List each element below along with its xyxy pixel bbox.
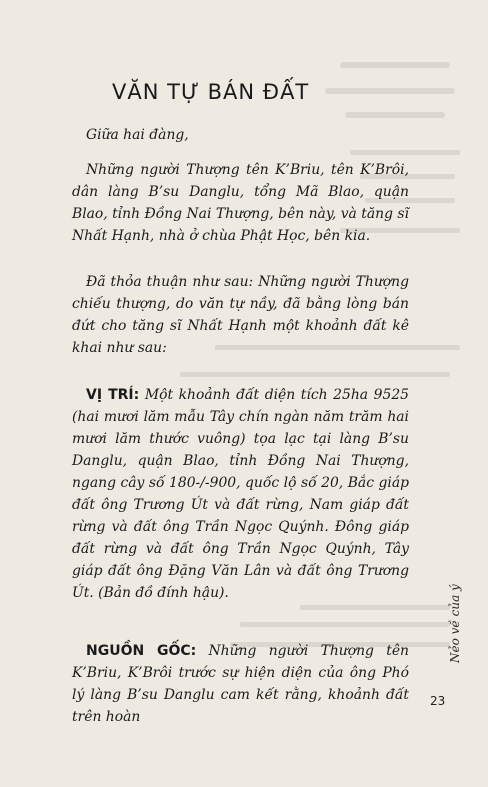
- location-text: Một khoảnh đất diện tích 25ha 9525 (hai mươi lăm mẫu Tây chín ngàn năm trăm hai mươi lăm thước vuông) tọa lạc tại làng B’su Danglu, quận Blao, tỉnh Đồng Nai Thượng, ngang cây số 180-/-900, quốc lộ số 20, Bắc giáp đất ông Trương Út và đất rừng, Nam giáp đất rừng và đất ông Trần Ngọc Quýnh. Đông giáp đất rừng và đất ông Trần Ngọc Quýnh, Tây giáp đất ông Đặng Văn Lân và đất ông Trương Út. (Bản đồ đính hậu).: [72, 387, 410, 601]
- paragraph-agreement-text: Đã thỏa thuận như sau: Những người Thượng chiếu thượng, do văn tự nầy, đã bằng lòng bán đứt cho tăng sĩ Nhất Hạnh một khoảnh đất kê khai như sau:: [72, 274, 409, 356]
- paragraph-agreement: [72, 271, 409, 359]
- origin-text: Những người Thượng tên K’Briu, K’Brôi trước sự hiện diện của ông Phó lý làng B’su Danglu cam kết rằng, khoảnh đất trên hoàn: [72, 643, 409, 725]
- paragraph-origin: [72, 640, 409, 728]
- origin-label: NGUỒN GỐC:: [86, 643, 197, 659]
- paragraph-location: [72, 384, 409, 604]
- salutation: [72, 124, 409, 146]
- paragraph-parties: [72, 159, 409, 247]
- page-number: 23: [430, 694, 446, 708]
- location-label: VỊ TRÍ:: [86, 387, 140, 403]
- page-title: VĂN TỰ BÁN ĐẤT: [112, 80, 310, 104]
- salutation-text: Giữa hai đàng,: [86, 127, 189, 143]
- running-title: Nẻo về của ý: [448, 584, 462, 663]
- paragraph-parties-text: Những người Thượng tên K’Briu, tên K’Brôi, dân làng B’su Danglu, tổng Mã Blao, quận Blao, tỉnh Đồng Nai Thượng, bên này, và tăng sĩ Nhất Hạnh, nhà ở chùa Phật Học, bên kia.: [72, 162, 409, 244]
